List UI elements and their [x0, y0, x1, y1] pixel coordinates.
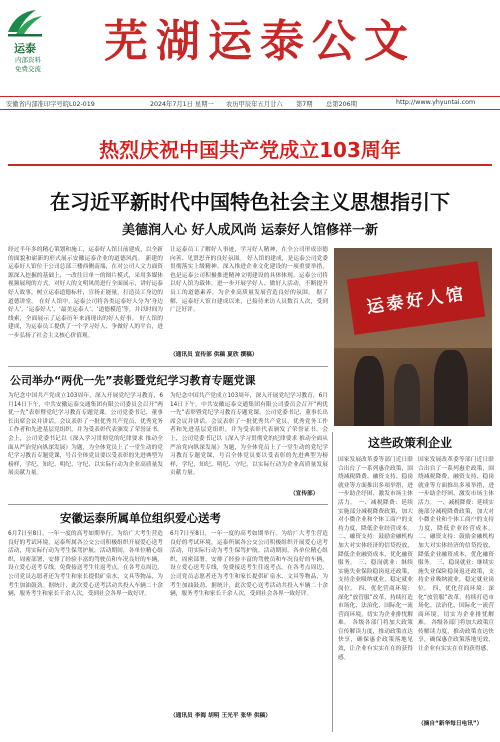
- story-byline-policy: （摘自“新华每日电讯”）: [418, 721, 483, 727]
- logo-subtitle-2: 免费交流: [15, 65, 41, 73]
- story-body-policy-1: 国家发展改革委等部门近日联合出台了一系列惠企政策，围绕减税降费、融资支持、稳岗就业等方面推出多项举措，进一步助企纾困、激发市场主体活力。 一、减税降费：延续实施部分减税降费政策，加大对小微企业和个体工商户的支持力度，降低企业经营成本。 二、融资支持：鼓励金融机构加大对实体经济的信贷投放，降低企业融资成本，优化融资服务。 三、稳岗就业：继续实施失业保险稳岗返还政策，支持企业吸纳就业，稳定就业岗位。 四、优化营商环境：深化“放管服”改革，持续打造市场化、法治化、国际化一流营商环境，切实为企业排忧解难。 各级各部门将加大政策宣传解读力度，推动政策直达快享，确保惠企政策落地见效，让企业有实实在在的获得感。: [338, 457, 413, 661]
- story-title-exam-support: 安徽运泰所属单位组织爱心送考: [60, 511, 221, 525]
- story-body-party-lecture-2: 为纪念中国共产党成立103周年，深入开展党纪学习教育，6月14日下午，中共安徽运泰交通集团有限公司委员会召开“两优一先”表彰暨党纪学习教育专题党课。公司党委书记、董事长出席会议并讲话。会议表彰了一批优秀共产党员、优秀党务工作者和先进基层党组织，并为受表彰代表颁发了荣誉证书。会上，公司党委书记以《深入学习贯彻党的纪律要求 推动全面从严治党向纵深发展》为题，为全体党员上了一堂生动的党纪学习教育专题党课，号召全体党员要以受表彰的先进典型为榜样，学纪、知纪、明纪、守纪，以实际行动为企业高质量发展贡献力量。: [170, 393, 328, 477]
- lead-article-byline: （通讯员 宣传部 供稿 夏欣 撰稿）: [170, 352, 258, 358]
- lead-article-col2: 让运泰员工了解好人事迹，学习好人精神，在全公司形成崇德向善、见贤思齐的良好氛围。 好人馆的建成，是运泰公司党委贯彻落实上级精神、深入推进企业文化建设的一项重要举措，也是运泰公司积极推进精神文明建设的具体体现。运泰公司将以好人馆为载体，进一步开展学好人、做好人活动，不断提升员工的道德素养，为企业高质量发展营造良好的氛围。 据了解，运泰好人馆自建成以来，已接待来访人员数百人次，受到广泛好评。: [170, 247, 328, 314]
- story-title-policy: 这些政策利企业: [368, 436, 453, 450]
- lunar-date: 农历甲辰年五月廿六: [226, 101, 283, 108]
- divider: [8, 164, 492, 166]
- good-people-hall-photo: [334, 248, 492, 426]
- company-logo: [6, 8, 48, 74]
- section-divider: [8, 504, 328, 505]
- story-body-exam-support-2: 6月7日至8日，一年一度的高考如期举行。为给广大考生营造良好的考试环境，运泰所属各公交公司积极组织开展爱心送考活动，用实际行动为考生保驾护航。活动期间，各单位精心组织，周密部署，安排了经验丰富的驾驶员和车况良好的车辆，设立爱心送考专线，免费接送考生往返考点。在各考点周边，公司党员志愿者还为考生和家长提供矿泉水、文具等物品，为考生加油鼓劲。据统计，此次爱心送考活动共投入车辆二十余辆，服务考生和家长千余人次，受到社会各界一致好评。: [170, 531, 328, 598]
- total-issue-number: 总第206期: [326, 101, 357, 108]
- issue-number: 第7期: [296, 101, 313, 108]
- story-byline-exam-support: （通讯员 李海 胡明 王光平 张华 供稿）: [170, 713, 271, 719]
- story-byline-party-lecture: （宣传部）: [290, 491, 319, 497]
- lead-article-col1: 经过半年多的精心策划和施工，运泰好人馆日前建成，以全新的面貌和崭新的形式展示安徽运泰企业的道德风尚。 新建的运泰好人馆位于公司总部三楼西侧南端，在对公司人文力面资源深入挖掘的基础上，一改往日单一的图片模式，采用多媒体视频展现的方式，对好人的文明风尚进行全面展示，讲好运泰好人故事，树立运泰道德标杆，宣扬正能量，打造员工身边的道德讲堂。 在好人馆中，运泰公司将各类运泰好人分为‘身边好人’、‘运泰好人’、‘最美运泰人’、‘道德模范’等，并以时间为线索，全面展示了运泰历年来涌现出的好人好事。 好人馆的建成，为运泰员工提供了一个学习好人、争做好人的平台，进一步弘扬了社会主义核心价值观。: [8, 247, 163, 339]
- website-link[interactable]: http://www.yhyuntai.com: [396, 99, 476, 106]
- issue-info-bar: [0, 96, 500, 110]
- masthead: [0, 0, 500, 88]
- story-body-exam-support-1: 6月7日至8日，一年一度的高考如期举行。为给广大考生营造良好的考试环境，运泰所属各公交公司积极组织开展爱心送考活动，用实际行动为考生保驾护航。活动期间，各单位精心组织，周密部署，安排了经验丰富的驾驶员和车况良好的车辆，设立爱心送考专线，免费接送考生往返考点。在各考点周边，公司党员志愿者还为考生和家长提供矿泉水、文具等物品，为考生加油鼓劲。据统计，此次爱心送考活动共投入车辆二十余辆，服务考生和家长千余人次，受到社会各界一致好评。: [8, 531, 163, 598]
- paper-title: 芜湖运泰公文: [104, 16, 416, 67]
- story-body-party-lecture-1: 为纪念中国共产党成立103周年，深入开展党纪学习教育，6月14日下午，中共安徽运泰交通集团有限公司委员会召开“两优一先”表彰暨党纪学习教育专题党课。公司党委书记、董事长出席会议并讲话。会议表彰了一批优秀共产党员、优秀党务工作者和先进基层党组织，并为受表彰代表颁发了荣誉证书。会上，公司党委书记以《深入学习贯彻党的纪律要求 推动全面从严治党向纵深发展》为题，为全体党员上了一堂生动的党纪学习教育专题党课，号召全体党员要以受表彰的先进典型为榜样，学纪、知纪、明纪、守纪，以实际行动为企业高质量发展贡献力量。: [8, 393, 163, 477]
- lead-article-subtitle: 美德润人心 好人成风尚 运泰好人馆修祥一新: [121, 223, 379, 238]
- banner-sign: 运泰好人馆: [347, 261, 486, 335]
- logo-text: 运泰: [14, 42, 36, 55]
- lead-article-title: 在习近平新时代中国特色社会主义思想指引下: [50, 190, 450, 214]
- page-headline: 热烈庆祝中国共产党成立103周年: [99, 138, 401, 162]
- section-divider: [8, 366, 328, 367]
- story-title-party-lecture: 公司举办“两优一先”表彰暨党纪学习教育专题党课: [10, 374, 256, 387]
- column-divider: [332, 432, 333, 732]
- logo-subtitle-1: 内部资料: [15, 56, 41, 64]
- permit-number: 安徽省内部准印字号皖L02-019: [6, 101, 95, 108]
- logo-icon: [6, 8, 44, 38]
- issue-date: 2024年7月1日 星期一: [150, 101, 214, 108]
- story-body-policy-2: 国家发展改革委等部门近日联合出台了一系列惠企政策，围绕减税降费、融资支持、稳岗就业等方面推出多项举措，进一步助企纾困、激发市场主体活力。 一、减税降费：延续实施部分减税降费政策，加大对小微企业和个体工商户的支持力度，降低企业经营成本。 二、融资支持：鼓励金融机构加大对实体经济的信贷投放，降低企业融资成本，优化融资服务。 三、稳岗就业：继续实施失业保险稳岗返还政策，支持企业吸纳就业，稳定就业岗位。 四、优化营商环境：深化“放管服”改革，持续打造市场化、法治化、国际化一流营商环境，切实为企业排忧解难。 各级各部门将加大政策宣传解读力度，推动政策直达快享，确保惠企政策落地见效，让企业有实实在在的获得感。: [418, 457, 494, 653]
